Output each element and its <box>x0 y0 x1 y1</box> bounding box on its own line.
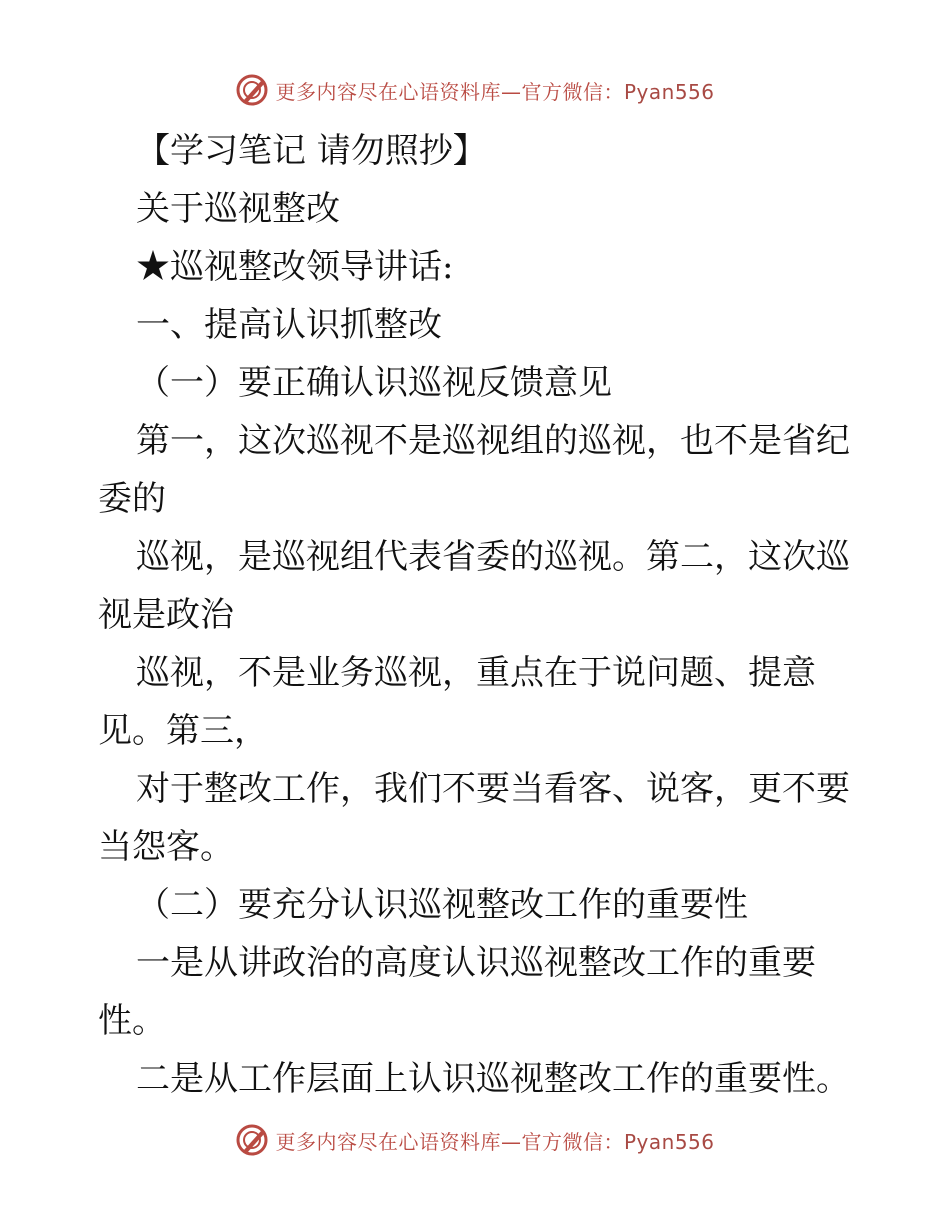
doc-line-9: 巡视，不是业务巡视，重点在于说问题、提意 <box>136 653 816 693</box>
doc-line-3: 一、提高认识抓整改 <box>136 305 442 345</box>
doc-line-8: 视是政治 <box>98 595 234 635</box>
watermark-text: 更多内容尽在心语资料库—官方微信：Pyan556 <box>275 79 715 104</box>
header-watermark <box>0 70 950 110</box>
doc-line-11: 对于整改工作，我们不要当看客、说客，更不要 <box>136 769 850 809</box>
doc-line-7: 巡视，是巡视组代表省委的巡视。第二，这次巡 <box>136 537 850 577</box>
pen-logo-icon <box>235 1123 269 1157</box>
doc-line-2: ★巡视整改领导讲话: <box>136 247 454 287</box>
doc-line-6: 委的 <box>98 479 166 519</box>
doc-line-13: （二）要充分认识巡视整改工作的重要性 <box>136 885 748 925</box>
doc-line-14: 一是从讲政治的高度认识巡视整改工作的重要 <box>136 943 816 983</box>
pen-logo-icon <box>235 73 269 107</box>
doc-line-16: 二是从工作层面上认识巡视整改工作的重要性。 <box>136 1059 850 1099</box>
doc-line-4: （一）要正确认识巡视反馈意见 <box>136 363 612 403</box>
doc-line-15: 性。 <box>98 1001 166 1041</box>
doc-line-12: 当怨客。 <box>98 827 234 867</box>
doc-line-0: 【学习笔记 请勿照抄】 <box>136 131 487 171</box>
footer-watermark <box>0 1120 950 1160</box>
document-body <box>98 122 858 1108</box>
watermark-text: 更多内容尽在心语资料库—官方微信：Pyan556 <box>275 1129 715 1154</box>
doc-line-5: 第一，这次巡视不是巡视组的巡视，也不是省纪 <box>136 421 850 461</box>
doc-line-1: 关于巡视整改 <box>136 189 340 229</box>
doc-line-10: 见。第三， <box>98 711 268 751</box>
